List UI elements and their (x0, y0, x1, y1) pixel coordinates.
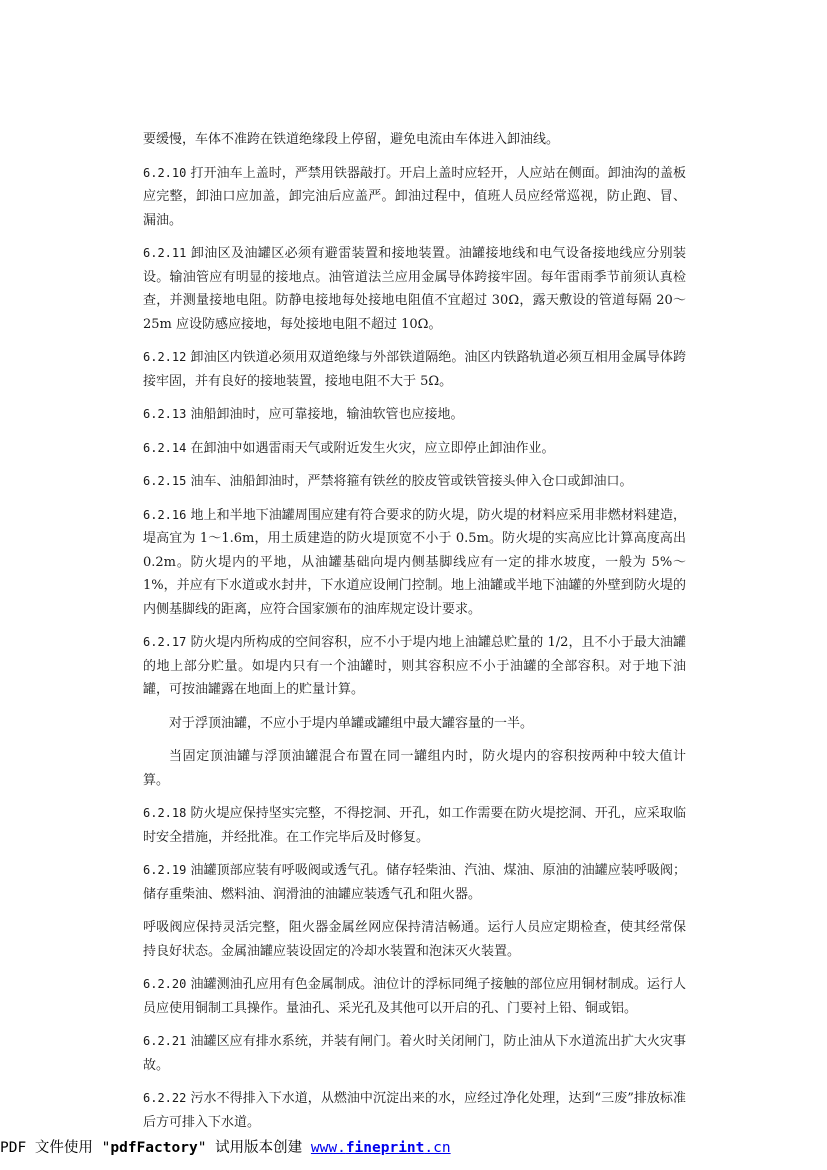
footer-product-name: pdfFactory (110, 1140, 198, 1156)
paragraph-text: 卸油区及油罐区必须有避雷装置和接地装置。油罐接地线和电气设备接地线应分别装设。输油管应有明显的接地点。油管道法兰应用金属导体跨接牢固。每年雷雨季节前须认真检查，并测量接地电阻。防静电接地每处接地电阻值不宜超过 30Ω，露天敷设的管道每隔 20～25m 应设防感应接地，每处接地电阻不超过 10Ω。 (143, 246, 686, 332)
paragraph-text: 油车、油船卸油时，严禁将箍有铁丝的胶皮管或铁管接头伸入仓口或卸油口。 (190, 474, 633, 489)
clause-number: 6.2.15 (143, 474, 187, 488)
footer-suffix: " 试用版本创建 (197, 1140, 311, 1156)
paragraph-text: 对于浮顶油罐，不应小于堤内单罐或罐组中最大罐容量的一半。 (169, 715, 534, 731)
paragraph-6-2-12 (143, 346, 686, 393)
clause-number: 6.2.10 (143, 165, 187, 180)
clause-number: 6.2.16 (143, 507, 187, 522)
paragraph-text: 呼吸阀应保持灵活完整，阻火器金属丝网应保持清洁畅通。运行人员应定期检查，使其经常保持良好状态。金属油罐应装设固定的冷却水装置和泡沫灭火装置。 (143, 920, 686, 959)
clause-number: 6.2.13 (143, 407, 187, 421)
paragraph-text: 油罐区应有排水系统，并装有闸门。着火时关闭闸门，防止油从下水道流出扩大火灾事故。 (143, 1034, 686, 1073)
paragraph-text: 油罐顶部应装有呼吸阀或透气孔。储存轻柴油、汽油、煤油、原油的油罐应装呼吸阀；储存重柴油、燃料油、润滑油的油罐应装透气孔和阻火器。 (143, 863, 686, 902)
paragraph-text: 卸油区内铁道必须用双道绝缘与外部铁道隔绝。油区内铁路轨道必须互相用金属导体跨接牢固，并有良好的接地装置，接地电阻不大于 5Ω。 (143, 350, 686, 389)
paragraph-6-2-20 (143, 973, 686, 1020)
paragraph-6-2-22 (143, 1087, 686, 1134)
paragraph-text: 污水不得排入下水道，从燃油中沉淀出来的水，应经过净化处理，达到“三废”排放标准后方可排入下水道。 (143, 1091, 686, 1130)
link-brand: fineprint (345, 1140, 425, 1156)
paragraph-6-2-21 (143, 1030, 686, 1077)
paragraph-text: 要缓慢，车体不准跨在铁道绝缘段上停留，避免电流由车体进入卸油线。 (143, 132, 560, 147)
pdf-watermark-footer (0, 1136, 827, 1160)
paragraph-6-2-10 (143, 162, 686, 233)
paragraph-text: 当固定顶油罐与浮顶油罐混合布置在同一罐组内时，防火堤内的容积按两种中较大值计算。 (143, 749, 686, 788)
paragraph-text: 油罐测油孔应用有色金属制成。油位计的浮标同绳子接触的部位应用铜材制成。运行人员应使用铜制工具操作。量油孔、采光孔及其他可以开启的孔、门要衬上铅、铜或铝。 (143, 977, 686, 1016)
paragraph-text: 地上和半地下油罐周围应建有符合要求的防火堤，防火堤的材料应采用非燃材料建造，堤高宜为 1～1.6m，用土质建造的防火堤顶宽不小于 0.5m。防火堤的实高应比计算高度高出 0.2m。防火堤内的平地，从油罐基础向堤内侧基脚线应有一定的排水坡度，一般为 5%～1%，并应有下水道或水封井，下水道应设闸门控制。地上油罐或半地下油罐的外壁到防火堤的内侧基脚线的距离，应符合国家颁布的油库规定设计要求。 (143, 507, 686, 617)
paragraph-floating-roof (143, 712, 686, 736)
clause-number: 6.2.19 (143, 863, 187, 877)
clause-number: 6.2.12 (143, 350, 187, 364)
clause-number: 6.2.21 (143, 1034, 187, 1048)
paragraph-mixed-tanks (143, 745, 686, 792)
paragraph-text: 防火堤内所构成的空间容积，应不小于堤内地上油罐总贮量的 1/2，且不小于最大油罐的地上部分贮量。如堤内只有一个油罐时，则其容积应不小于油罐的全部容积。对于地下油罐，可按油罐露在地面上的贮量计算。 (143, 635, 686, 697)
link-tld: .cn (424, 1140, 451, 1156)
paragraph-breather-valve (143, 916, 686, 963)
paragraph-6-2-19 (143, 859, 686, 906)
paragraph-6-2-18 (143, 802, 686, 849)
link-www: www. (310, 1140, 346, 1156)
document-body (143, 128, 686, 1144)
paragraph-text: 防火堤应保持坚实完整，不得挖洞、开孔，如工作需要在防火堤挖洞、开孔，应采取临时安全措施，并经批准。在工作完毕后及时修复。 (143, 806, 686, 845)
paragraph-1 (143, 128, 686, 152)
clause-number: 6.2.14 (143, 440, 187, 455)
fineprint-link[interactable] (311, 1140, 451, 1156)
paragraph-6-2-16 (143, 504, 686, 622)
clause-number: 6.2.20 (143, 977, 187, 991)
footer-prefix: PDF 文件使用 " (0, 1140, 111, 1156)
clause-number: 6.2.18 (143, 806, 187, 820)
clause-number: 6.2.22 (143, 1091, 187, 1105)
paragraph-6-2-15 (143, 470, 686, 494)
paragraph-6-2-13 (143, 403, 686, 427)
paragraph-text: 打开油车上盖时，严禁用铁器敲打。开启上盖时应轻开，人应站在侧面。卸油沟的盖板应完整，卸油口应加盖，卸完油后应盖严。卸油过程中，值班人员应经常巡视，防止跑、冒、漏油。 (143, 165, 686, 228)
paragraph-6-2-14 (143, 437, 686, 461)
clause-number: 6.2.17 (143, 635, 187, 649)
clause-number: 6.2.11 (143, 246, 187, 260)
paragraph-6-2-11 (143, 242, 686, 336)
paragraph-text: 油船卸油时，应可靠接地，输油软管也应接地。 (190, 407, 464, 422)
paragraph-6-2-17 (143, 631, 686, 702)
paragraph-text: 在卸油中如遇雷雨天气或附近发生火灾，应立即停止卸油作业。 (190, 440, 555, 456)
